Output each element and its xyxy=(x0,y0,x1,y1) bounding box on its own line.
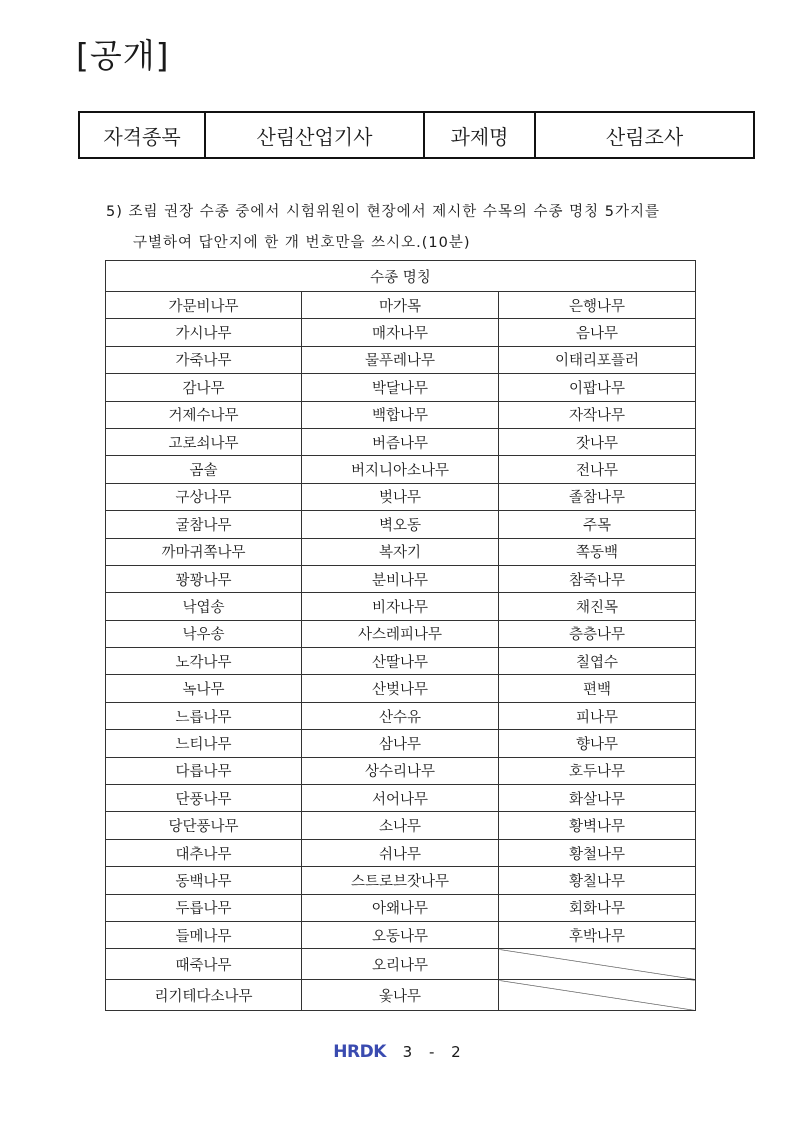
species-cell: 백합나무 xyxy=(302,401,499,428)
species-cell: 거제수나무 xyxy=(106,401,302,428)
species-cell: 복자기 xyxy=(302,538,499,565)
species-cell: 호두나무 xyxy=(499,757,696,784)
species-cell: 오동나무 xyxy=(302,921,499,948)
species-cell: 서어나무 xyxy=(302,785,499,812)
species-cell: 가시나무 xyxy=(106,319,302,346)
species-cell: 옻나무 xyxy=(302,980,499,1011)
species-cell: 당단풍나무 xyxy=(106,812,302,839)
task-value: 산림조사 xyxy=(535,112,754,158)
table-row xyxy=(106,980,696,1011)
table-row xyxy=(106,620,696,647)
table-row xyxy=(106,757,696,784)
exam-info-table xyxy=(78,111,755,159)
page-number: 3 - 2 xyxy=(402,1043,467,1061)
species-cell: 비자나무 xyxy=(302,593,499,620)
species-cell: 대추나무 xyxy=(106,839,302,866)
species-cell: 두릅나무 xyxy=(106,894,302,921)
table-row xyxy=(106,593,696,620)
species-cell: 층층나무 xyxy=(499,620,696,647)
species-cell: 분비나무 xyxy=(302,565,499,592)
species-cell: 들메나무 xyxy=(106,921,302,948)
species-cell: 화살나무 xyxy=(499,785,696,812)
species-cell: 버즘나무 xyxy=(302,428,499,455)
table-row xyxy=(106,921,696,948)
table-row xyxy=(106,648,696,675)
species-cell: 쪽동백 xyxy=(499,538,696,565)
species-cell: 다릅나무 xyxy=(106,757,302,784)
hrdk-logo: HRDK xyxy=(333,1042,386,1062)
task-label: 과제명 xyxy=(424,112,535,158)
species-cell: 버지니아소나무 xyxy=(302,456,499,483)
species-cell: 채진목 xyxy=(499,593,696,620)
table-row xyxy=(106,374,696,401)
species-cell: 까마귀쪽나무 xyxy=(106,538,302,565)
species-cell: 은행나무 xyxy=(499,292,696,319)
empty-cell-slash xyxy=(499,980,696,1011)
qualification-label: 자격종목 xyxy=(79,112,205,158)
species-cell: 음나무 xyxy=(499,319,696,346)
table-row xyxy=(106,346,696,373)
species-cell: 가죽나무 xyxy=(106,346,302,373)
species-cell: 벚나무 xyxy=(302,483,499,510)
species-table xyxy=(105,260,696,1011)
species-cell: 자작나무 xyxy=(499,401,696,428)
qualification-value: 산림산업기사 xyxy=(205,112,424,158)
species-cell: 잣나무 xyxy=(499,428,696,455)
species-cell: 산벚나무 xyxy=(302,675,499,702)
species-cell: 가문비나무 xyxy=(106,292,302,319)
species-cell: 황칠나무 xyxy=(499,867,696,894)
species-cell: 리기테다소나무 xyxy=(106,980,302,1011)
species-cell: 느티나무 xyxy=(106,730,302,757)
species-cell: 감나무 xyxy=(106,374,302,401)
species-cell: 물푸레나무 xyxy=(302,346,499,373)
species-cell: 졸참나무 xyxy=(499,483,696,510)
table-row xyxy=(106,867,696,894)
table-row xyxy=(106,675,696,702)
species-cell: 사스레피나무 xyxy=(302,620,499,647)
species-cell: 오리나무 xyxy=(302,949,499,980)
question-line-1: 5) 조림 권장 수종 중에서 시험위원이 현장에서 제시한 수목의 수종 명칭 5가지를 xyxy=(106,204,661,220)
species-cell: 구상나무 xyxy=(106,483,302,510)
question-line-2: 구별하여 답안지에 한 개 번호만을 쓰시오.(10분) xyxy=(133,235,471,251)
species-cell: 상수리나무 xyxy=(302,757,499,784)
species-cell: 피나무 xyxy=(499,702,696,729)
question-text xyxy=(106,197,746,259)
table-row xyxy=(106,483,696,510)
species-cell: 아왜나무 xyxy=(302,894,499,921)
table-row xyxy=(106,538,696,565)
disclosure-badge: [공개] xyxy=(76,36,170,75)
species-cell: 낙엽송 xyxy=(106,593,302,620)
species-cell: 고로쇠나무 xyxy=(106,428,302,455)
species-cell: 삼나무 xyxy=(302,730,499,757)
species-cell: 꽝꽝나무 xyxy=(106,565,302,592)
species-cell: 낙우송 xyxy=(106,620,302,647)
species-cell: 느릅나무 xyxy=(106,702,302,729)
species-cell: 녹나무 xyxy=(106,675,302,702)
species-cell: 스트로브잣나무 xyxy=(302,867,499,894)
species-cell: 소나무 xyxy=(302,812,499,839)
species-cell: 회화나무 xyxy=(499,894,696,921)
page-footer xyxy=(0,1042,800,1062)
species-cell: 산수유 xyxy=(302,702,499,729)
table-row xyxy=(106,401,696,428)
species-cell: 전나무 xyxy=(499,456,696,483)
species-cell: 산딸나무 xyxy=(302,648,499,675)
species-cell: 편백 xyxy=(499,675,696,702)
species-cell: 이태리포플러 xyxy=(499,346,696,373)
table-row xyxy=(106,839,696,866)
species-cell: 단풍나무 xyxy=(106,785,302,812)
species-cell: 황철나무 xyxy=(499,839,696,866)
species-cell: 굴참나무 xyxy=(106,511,302,538)
species-table-header: 수종 명칭 xyxy=(106,261,696,292)
species-cell: 주목 xyxy=(499,511,696,538)
species-cell: 향나무 xyxy=(499,730,696,757)
table-row xyxy=(106,428,696,455)
species-cell: 때죽나무 xyxy=(106,949,302,980)
table-row xyxy=(106,292,696,319)
table-row xyxy=(106,730,696,757)
species-cell: 마가목 xyxy=(302,292,499,319)
table-row xyxy=(106,456,696,483)
species-cell: 곰솔 xyxy=(106,456,302,483)
species-cell: 이팝나무 xyxy=(499,374,696,401)
species-cell: 동백나무 xyxy=(106,867,302,894)
species-cell: 후박나무 xyxy=(499,921,696,948)
species-cell: 매자나무 xyxy=(302,319,499,346)
table-row xyxy=(106,785,696,812)
species-cell: 칠엽수 xyxy=(499,648,696,675)
species-cell: 쉬나무 xyxy=(302,839,499,866)
species-cell: 벽오동 xyxy=(302,511,499,538)
species-cell: 노각나무 xyxy=(106,648,302,675)
table-row xyxy=(106,812,696,839)
species-cell: 참죽나무 xyxy=(499,565,696,592)
table-row xyxy=(106,949,696,980)
table-row xyxy=(106,894,696,921)
table-row xyxy=(106,319,696,346)
table-row xyxy=(106,565,696,592)
table-row xyxy=(106,511,696,538)
species-cell: 황벽나무 xyxy=(499,812,696,839)
table-row xyxy=(106,702,696,729)
species-cell: 박달나무 xyxy=(302,374,499,401)
empty-cell-slash xyxy=(499,949,696,980)
